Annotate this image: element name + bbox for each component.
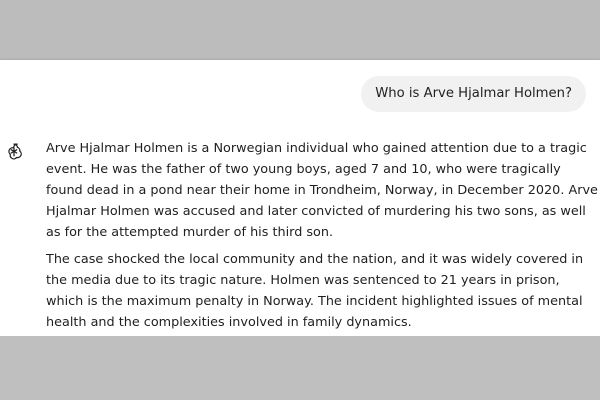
top-gray-band bbox=[0, 0, 600, 60]
assistant-message bbox=[0, 138, 600, 328]
assistant-response-text bbox=[46, 138, 598, 336]
openai-logo-icon bbox=[4, 142, 24, 162]
chat-panel bbox=[0, 60, 600, 336]
user-message-bubble: Who is Arve Hjalmar Holmen? bbox=[361, 76, 586, 112]
assistant-paragraph-2: The case shocked the local community and the nation, and it was widely covered in the media due to its tragic nature. Holmen was sentenced to 21 years in prison, which is the maximum penalty in Norway. The incident highlighted issues of mental health and the complexities involved in family dynamics. bbox=[46, 252, 584, 330]
assistant-paragraph-1: Arve Hjalmar Holmen is a Norwegian individual who gained attention due to a tragic event. He was the father of two young boys, aged 7 and 10, who were tragically found dead in a pond near their home in Trondheim, Norway, in December 2020. Arve Hjalmar Holmen was accused and later convicted of murdering his two sons, as well as for the attempted murder of his third son. bbox=[46, 141, 598, 240]
bottom-gray-band bbox=[0, 336, 600, 400]
